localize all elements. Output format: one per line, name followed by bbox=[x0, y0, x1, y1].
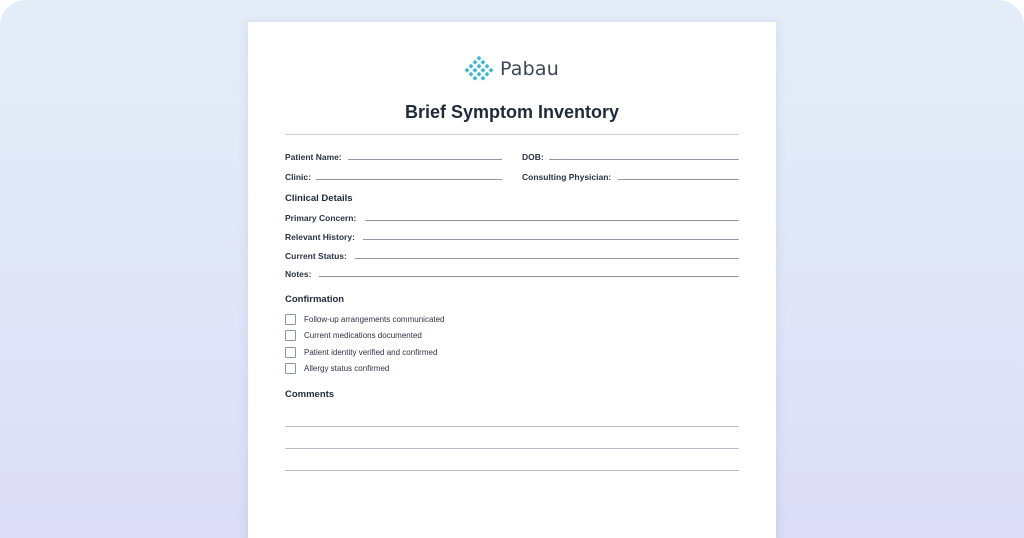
comments-line[interactable] bbox=[285, 448, 739, 449]
brand-name: Pabau bbox=[500, 58, 559, 80]
checklist-item[interactable] bbox=[285, 314, 445, 325]
patient-name-label: Patient Name: bbox=[285, 152, 342, 162]
checklist-item[interactable] bbox=[285, 347, 437, 358]
relevant-history-label: Relevant History: bbox=[285, 232, 355, 242]
patient-name-field[interactable] bbox=[348, 159, 502, 160]
primary-concern-label: Primary Concern: bbox=[285, 213, 357, 223]
relevant-history-field[interactable] bbox=[363, 239, 739, 240]
checklist-item[interactable] bbox=[285, 330, 422, 341]
checklist-item[interactable] bbox=[285, 363, 389, 374]
brand-logo bbox=[465, 56, 559, 82]
pabau-logo-icon bbox=[465, 56, 493, 82]
form-title: Brief Symptom Inventory bbox=[404, 102, 620, 122]
comments-heading: Comments bbox=[285, 389, 335, 400]
notes-label: Notes: bbox=[285, 269, 312, 279]
checklist-item-label: Allergy status confirmed bbox=[304, 364, 390, 373]
comments-line[interactable] bbox=[285, 426, 739, 427]
physician-label: Consulting Physician: bbox=[522, 172, 612, 182]
checklist-item-label: Follow-up arrangements communicated bbox=[304, 315, 445, 324]
confirmation-heading: Confirmation bbox=[285, 294, 345, 305]
clinic-label: Clinic: bbox=[285, 172, 311, 182]
dob-field[interactable] bbox=[549, 159, 739, 160]
comments-line[interactable] bbox=[285, 470, 739, 471]
checkbox[interactable] bbox=[285, 314, 296, 325]
primary-concern-field[interactable] bbox=[365, 220, 739, 221]
checklist-item-label: Current medications documented bbox=[304, 331, 422, 340]
checklist-item-label: Patient identity verified and confirmed bbox=[304, 348, 438, 357]
notes-field[interactable] bbox=[319, 276, 739, 277]
clinical-details-heading: Clinical Details bbox=[285, 193, 353, 204]
title-divider bbox=[285, 134, 739, 135]
physician-field[interactable] bbox=[618, 179, 739, 180]
dob-label: DOB: bbox=[522, 152, 544, 162]
checkbox[interactable] bbox=[285, 363, 296, 374]
current-status-field[interactable] bbox=[355, 258, 739, 259]
clinic-field[interactable] bbox=[316, 179, 502, 180]
checkbox[interactable] bbox=[285, 330, 296, 341]
current-status-label: Current Status: bbox=[285, 251, 347, 261]
form-sheet bbox=[248, 22, 776, 538]
checkbox[interactable] bbox=[285, 347, 296, 358]
